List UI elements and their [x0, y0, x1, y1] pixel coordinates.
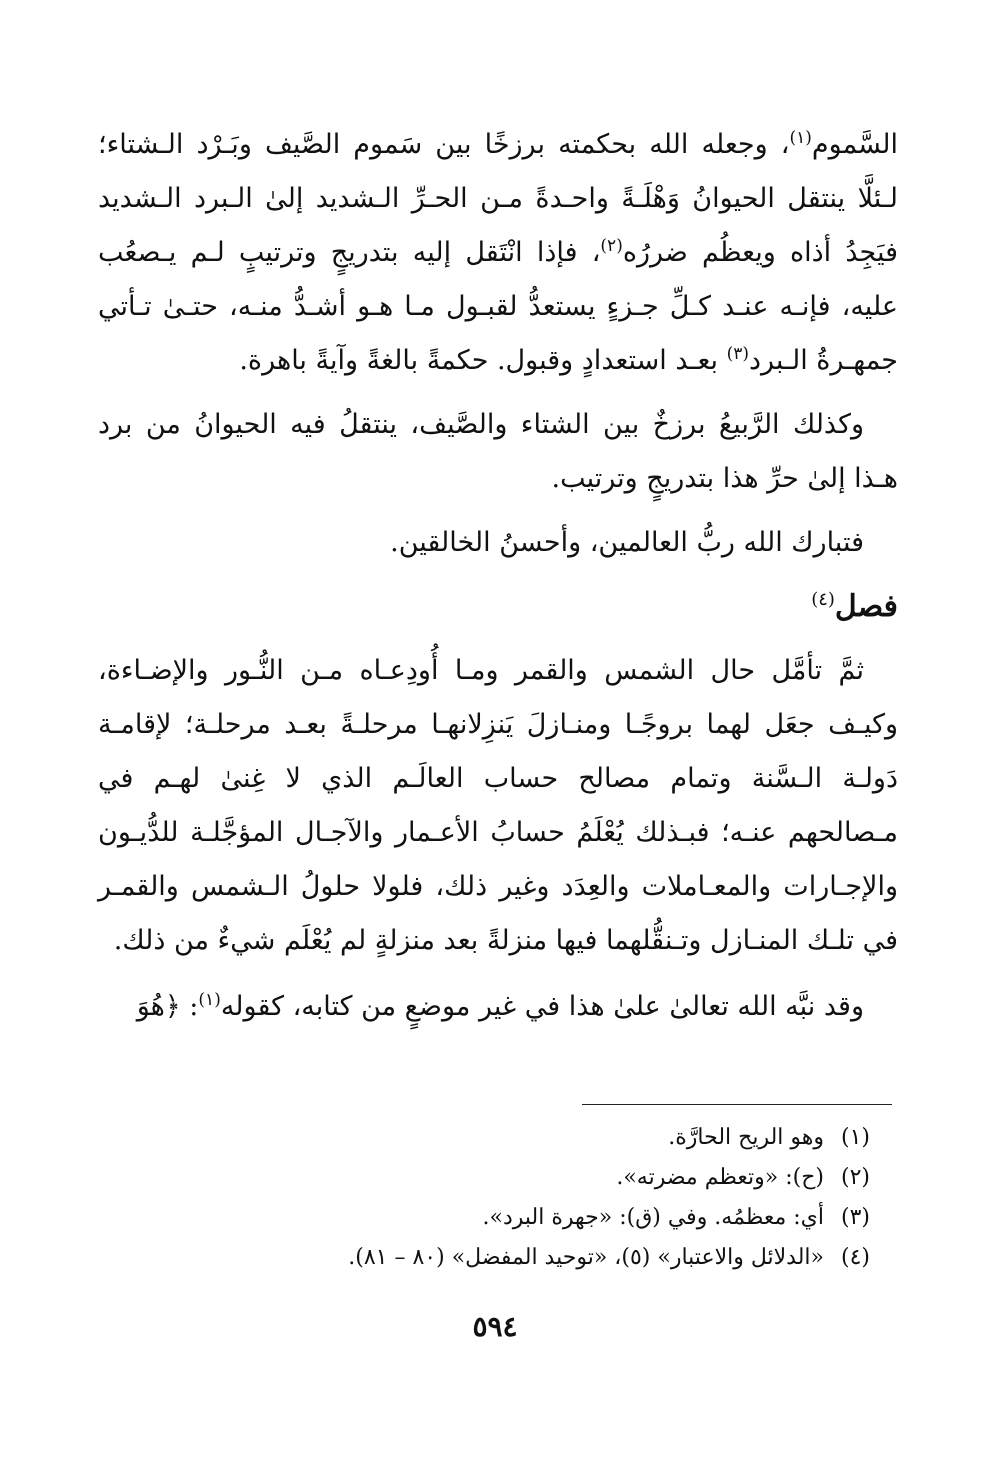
- footnote-number: (٢): [840, 1165, 870, 1190]
- footnote-text: وهو الريح الحارَّة.: [668, 1125, 824, 1150]
- footnote-ref-4[interactable]: (٤): [811, 589, 835, 610]
- footnotes: [90, 1118, 870, 1278]
- footnote-text: أي: معظمُه. وفي (ق): «جهرة البرد».: [482, 1205, 824, 1230]
- footnote-ref-5[interactable]: (١): [198, 990, 221, 1010]
- footnote-ref-1[interactable]: (١): [789, 128, 812, 148]
- paragraph-1-part-4: بعـد استعدادٍ وقبول. حكمةً بالغةً وآيةً باهرة.: [239, 345, 727, 376]
- paragraph-5-part-1: وقد نبَّه الله تعالىٰ علىٰ هذا في غير موضعٍ من كتابه، كقوله: [220, 991, 864, 1022]
- paragraph-1-part-1: السَّموم: [811, 129, 898, 160]
- paragraph-5-part-2: : ﴿هُوَ: [136, 991, 199, 1022]
- page-number: ٥٩٤: [472, 1310, 518, 1343]
- paragraph-1: [98, 118, 898, 388]
- footnote-1: [90, 1118, 870, 1158]
- section-heading-text: فصل: [834, 589, 898, 624]
- footnote-ref-2[interactable]: (٢): [600, 236, 623, 256]
- paragraph-1-part-2: ، وجعله الله بحكمته برزخًا بين سَموم الصَّيف وبَـرْد الـشتاء؛ لـئلَّا ينتقل الحيوانُ وَهْلَـةً واحـدةً مـن الحـرِّ الـشديد إلىٰ الـبرد الـشديد فيَجِدُ أذاه ويعظُم ضررُه: [98, 129, 898, 268]
- footnote-2: [90, 1158, 870, 1198]
- main-text: [98, 118, 898, 1044]
- footnote-number: (٣): [840, 1205, 870, 1230]
- footnote-ref-3[interactable]: (٣): [726, 344, 749, 364]
- paragraph-1-part-3: ، فإذا انْتَقل إليه بتدريجٍ وترتيبٍ لـم يـصعُب عليه، فإنـه عنـد كـلِّ جـزءٍ يستعدُّ لقبـول مـا هـو أشـدُّ منـه، حتـىٰ تـأتي جمهـرةُ الـبرد: [98, 237, 898, 376]
- footnote-4: [90, 1238, 870, 1278]
- paragraph-5: [98, 980, 898, 1034]
- section-heading: [98, 580, 898, 634]
- footnote-number: (١): [840, 1125, 870, 1150]
- paragraph-3: فتبارك الله ربُّ العالمين، وأحسنُ الخالقين.: [390, 527, 864, 558]
- paragraph-2: وكذلك الرَّبيعُ برزخٌ بين الشتاء والصَّيف، ينتقلُ فيه الحيوانُ من برد هـذا إلىٰ حرِّ هذا بتدريجٍ وترتيب.: [98, 409, 898, 494]
- footnote-number: (٤): [840, 1245, 870, 1270]
- footnote-text: (ح): «وتعظم مضرته».: [616, 1165, 824, 1190]
- footnote-divider: [582, 1104, 892, 1105]
- paragraph-4: ثمَّ تأمَّل حال الشمس والقمر ومـا أُودِعـاه مـن النُّـور والإضـاءة، وكيـف جعَل لهما بروجًـا ومنـازلَ يَنزِلانهـا مرحلـةً بعـد مرحلـة؛ لإقامـة دَولـة الـسَّنة وتمام مصالح حساب العالَـم الذي لا غِنىٰ لهـم في مـصالحهم عنـه؛ فبـذلك يُعْلَمُ حسابُ الأعـمار والآجـال المؤجَّلـة للدُّيـون والإجـارات والمعـاملات والعِدَد وغير ذلك، فلولا حلولُ الـشمس والقمـر في تلـك المنـازل وتـنقُّلهما فيها منزلةً بعد منزلةٍ لم يُعْلَم شيءٌ من ذلك.: [98, 655, 898, 956]
- footnote-text: «الدلائل والاعتبار» (٥)، «توحيد المفضل» (٨٠ – ٨١).: [348, 1245, 824, 1270]
- footnote-3: [90, 1198, 870, 1238]
